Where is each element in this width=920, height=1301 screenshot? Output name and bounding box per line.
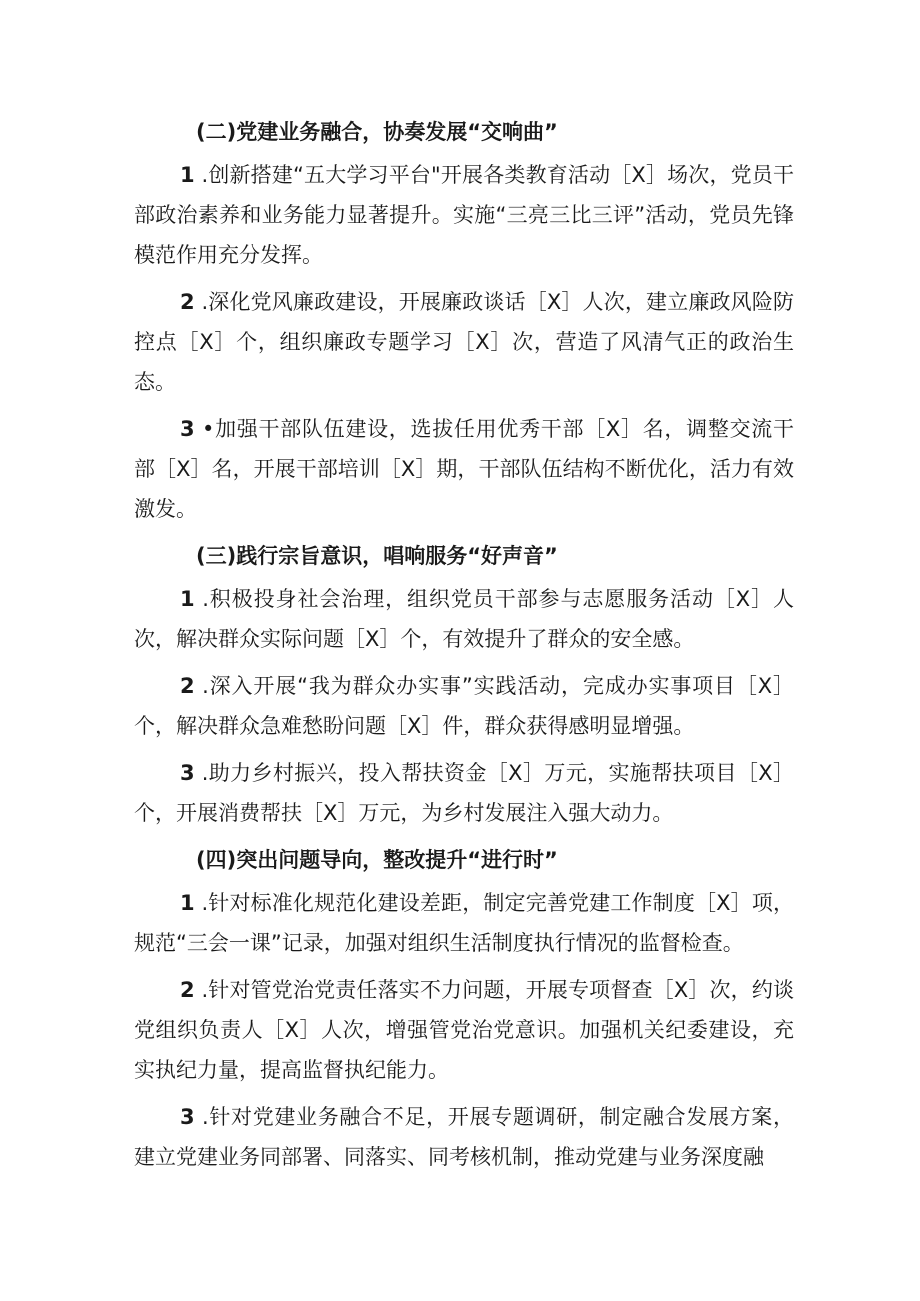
section-3 (134, 536, 794, 833)
paragraph (134, 155, 794, 275)
paragraph-text: .针对标准化规范化建设差距，制定完善党建工作制度［X］项，规范“三会一课”记录，加强对组织生活制度执行情况的监督检查。 (134, 891, 794, 955)
section-heading: (二)党建业务融合，协奏发展“交响曲” (196, 120, 558, 144)
paragraph-text: .积极投身社会治理，组织党员干部参与志愿服务活动［X］人次，解决群众实际问题［X］个，有效提升了群众的安全感。 (134, 587, 794, 651)
paragraph-text: •加强干部队伍建设，选拔任用优秀干部［X］名，调整交流干部［X］名，开展干部培训［X］期，干部队伍结构不断优化，活力有效激发。 (134, 417, 794, 521)
item-number: 3 (180, 1105, 195, 1129)
item-number: 1 (180, 587, 195, 611)
paragraph (134, 409, 794, 529)
section-heading: (三)践行宗旨意识，唱响服务“好声音” (196, 544, 558, 568)
paragraph (134, 579, 794, 659)
item-number: 1 (180, 891, 195, 915)
paragraph (134, 883, 794, 963)
document-body (134, 112, 794, 1184)
section-2 (134, 112, 794, 529)
paragraph-text: .创新搭建“五大学习平台"开展各类教育活动［X］场次，党员干部政治素养和业务能力显著提升。实施“三亮三比三评”活动，党员先锋模范作用充分发挥。 (134, 163, 794, 267)
paragraph-text: .深入开展“我为群众办实事”实践活动，完成办实事项目［X］个，解决群众急难愁盼问题［X］件，群众获得感明显增强。 (134, 674, 794, 738)
item-number: 3 (180, 761, 195, 785)
section-heading: (四)突出问题导向，整改提升“进行时” (196, 848, 558, 872)
item-number: 2 (180, 290, 195, 314)
paragraph-text: .针对管党治党责任落实不力问题，开展专项督查［X］次，约谈党组织负责人［X］人次，增强管党治党意识。加强机关纪委建设，充实执纪力量，提高监督执纪能力。 (134, 978, 794, 1082)
paragraph (134, 1097, 794, 1177)
paragraph-text: .助力乡村振兴，投入帮扶资金［X］万元，实施帮扶项目［X］个，开展消费帮扶［X］万元，为乡村发展注入强大动力。 (134, 761, 794, 825)
section-4 (134, 840, 794, 1177)
item-number: 1 (180, 163, 195, 187)
item-number: 2 (180, 978, 195, 1002)
paragraph (134, 666, 794, 746)
paragraph-text: .深化党风廉政建设，开展廉政谈话［X］人次，建立廉政风险防控点［X］个，组织廉政专题学习［X］次，营造了风清气正的政治生态。 (134, 290, 794, 394)
paragraph (134, 282, 794, 402)
paragraph-text: .针对党建业务融合不足，开展专题调研，制定融合发展方案，建立党建业务同部署、同落实、同考核机制，推动党建与业务深度融 (134, 1105, 794, 1169)
paragraph (134, 753, 794, 833)
item-number: 3 (180, 417, 195, 441)
item-number: 2 (180, 674, 195, 698)
paragraph (134, 970, 794, 1090)
